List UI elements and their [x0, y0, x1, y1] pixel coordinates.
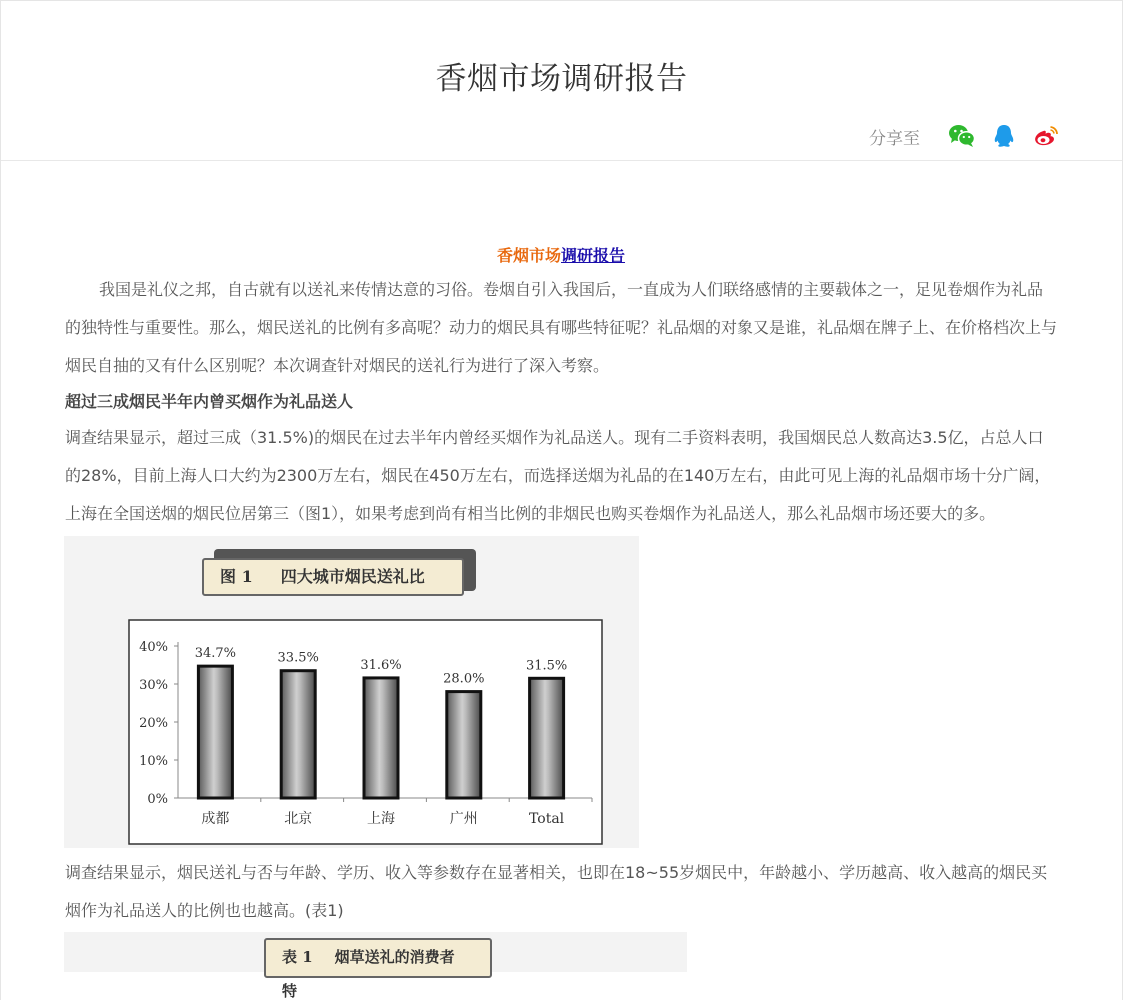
y-tick-label: 40%	[139, 640, 168, 655]
bar-data-label: 31.5%	[525, 658, 568, 674]
x-tick-label: Total	[529, 811, 565, 827]
article-title-part1: 香烟市场	[496, 246, 561, 265]
paragraph-3: 调查结果显示，烟民送礼与否与年龄、学历、收入等参数存在显著相关，也即在18~55岁烟民中，年龄越小、学历越高、收入越高的烟民买烟作为礼品送人的比例也也越高。(表1)	[65, 863, 1048, 920]
paragraph-2: 调查结果显示，超过三成（31.5%)的烟民在过去半年内曾经买烟作为礼品送人。现有二手资料表明，我国烟民总人数高达3.5亿，占总人口的28%，目前上海人口大约为2300万左右，烟民在450万左右，而选择送烟为礼品的在140万左右，由此可见上海的礼品烟市场十分广阔，上海在全国送烟的烟民位居第三（图1），如果考虑到尚有相当比例的非烟民也购买卷烟作为礼品送人，那么礼品烟市场还要大的多。	[65, 428, 1051, 523]
x-tick-label: 北京	[284, 811, 313, 827]
y-tick-label: 0%	[147, 792, 168, 807]
qq-icon[interactable]	[990, 123, 1018, 149]
article-body	[65, 241, 1058, 1000]
share-bar	[869, 123, 1060, 149]
bar	[530, 678, 564, 798]
section-heading: 超过三成烟民半年内曾买烟作为礼品送人	[65, 392, 354, 411]
bar-data-label: 28.0%	[443, 671, 485, 687]
page-header	[1, 1, 1122, 161]
y-tick-label: 30%	[139, 678, 168, 693]
table-label: 表 1	[282, 948, 313, 966]
x-tick-label: 广州	[449, 811, 478, 827]
y-tick-label: 10%	[139, 754, 168, 769]
figure-1	[64, 536, 639, 848]
x-tick-label: 上海	[367, 811, 395, 827]
article-title-link[interactable]: 调研报告	[561, 246, 626, 265]
table-caption: 烟草送礼的消费者特	[282, 948, 455, 1000]
bar	[281, 671, 315, 798]
bar	[364, 678, 398, 798]
bar-chart	[64, 536, 639, 848]
bar	[198, 666, 232, 798]
y-tick-label: 20%	[139, 716, 168, 731]
intro-paragraph: 我国是礼仪之邦，自古就有以送礼来传情达意的习俗。卷烟自引入我国后，一直成为人们联络感情的主要载体之一，足见卷烟作为礼品的独特性与重要性。那么，烟民送礼的比例有多高呢？动力的烟民具有哪些特征呢？礼品烟的对象又是谁，礼品烟在牌子上、在价格档次上与烟民自抽的又有什么区别呢？本次调查针对烟民的送礼行为进行了深入考察。	[65, 280, 1058, 375]
table-banner	[264, 938, 492, 1000]
bar-data-label: 33.5%	[277, 650, 319, 666]
bar-data-label: 31.6%	[360, 657, 402, 673]
wechat-icon[interactable]	[948, 123, 976, 149]
bar-data-label: 34.7%	[194, 646, 237, 662]
x-tick-label: 成都	[201, 811, 230, 827]
figure-caption: 四大城市烟民送礼比	[280, 567, 425, 586]
article-title	[65, 241, 1057, 271]
bar	[447, 692, 481, 798]
figure-label: 图 1	[220, 567, 253, 586]
weibo-icon[interactable]	[1032, 123, 1060, 149]
page-title: 香烟市场调研报告	[435, 61, 688, 97]
table-1-figure	[64, 932, 687, 1000]
share-label: 分享至	[869, 128, 920, 149]
